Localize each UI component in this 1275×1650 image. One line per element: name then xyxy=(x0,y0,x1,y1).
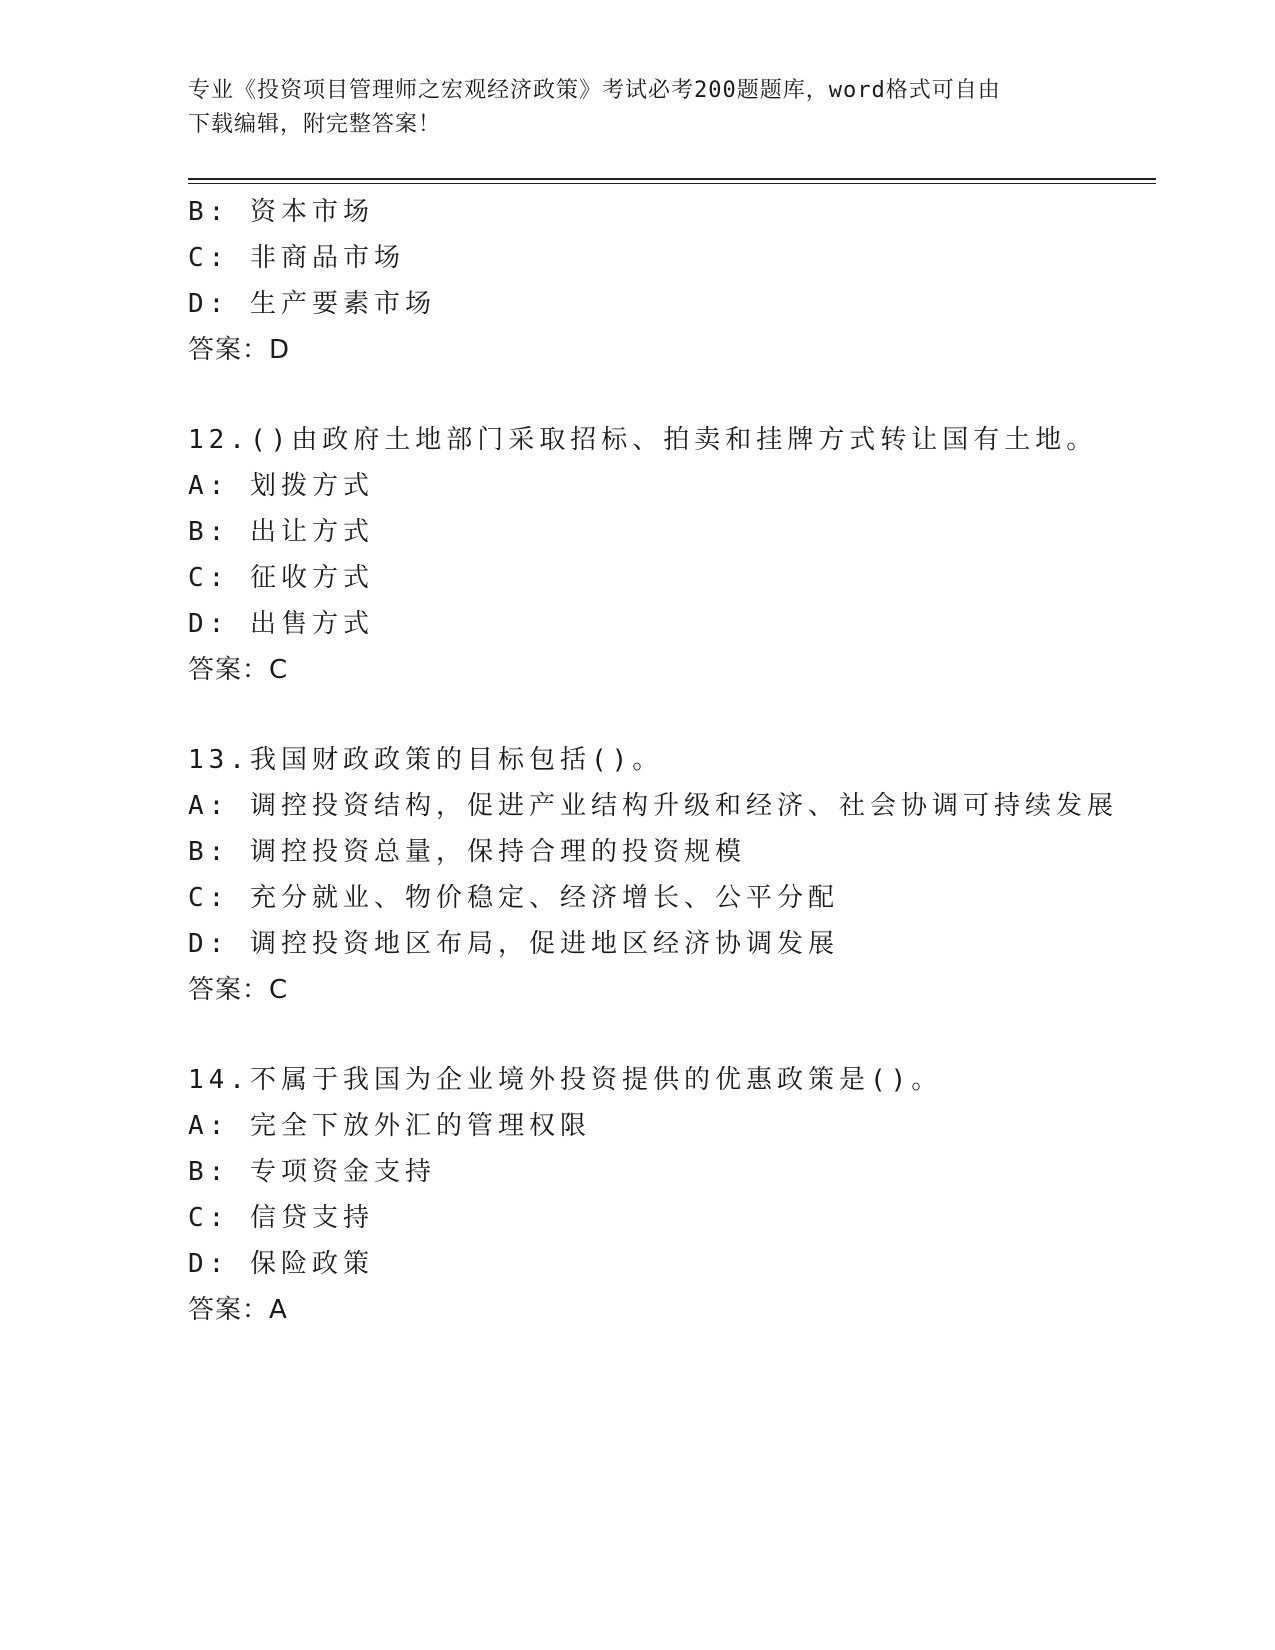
option-b: B: 调控投资总量，保持合理的投资规模 xyxy=(188,837,746,867)
spacer xyxy=(188,373,1156,417)
question-14 xyxy=(188,1057,1156,1333)
option-c: C: 充分就业、物价稳定、经济增长、公平分配 xyxy=(188,883,839,913)
option-d: D: 保险政策 xyxy=(188,1249,374,1279)
answer-line: 答案：A xyxy=(188,1295,288,1325)
option-b: B: 专项资金支持 xyxy=(188,1157,436,1187)
option-b: B: 资本市场 xyxy=(188,197,374,227)
question-13 xyxy=(188,737,1156,1013)
question-stem: 14.不属于我国为企业境外投资提供的优惠政策是()。 xyxy=(188,1065,943,1095)
spacer xyxy=(188,1013,1156,1057)
option-d: D: 出售方式 xyxy=(188,609,374,639)
option-c: C: 非商品市场 xyxy=(188,243,405,273)
question-11 xyxy=(188,189,1156,373)
spacer xyxy=(188,693,1156,737)
answer-line: 答案：D xyxy=(188,335,291,365)
question-stem: 12.()由政府土地部门采取招标、拍卖和挂牌方式转让国有土地。 xyxy=(188,425,1098,455)
option-a: A: 完全下放外汇的管理权限 xyxy=(188,1111,591,1141)
document-header xyxy=(188,74,1068,142)
option-b: B: 出让方式 xyxy=(188,517,374,547)
option-c: C: 信贷支持 xyxy=(188,1203,374,1233)
option-d: D: 调控投资地区布局，促进地区经济协调发展 xyxy=(188,929,839,959)
option-c: C: 征收方式 xyxy=(188,563,374,593)
header-line-1: 专业《投资项目管理师之宏观经济政策》考试必考200题题库，word格式可自由 xyxy=(188,78,1001,103)
option-a: A: 调控投资结构，促进产业结构升级和经济、社会协调可持续发展 xyxy=(188,791,1118,821)
question-stem: 13.我国财政政策的目标包括()。 xyxy=(188,745,664,775)
header-divider xyxy=(188,178,1156,184)
question-12 xyxy=(188,417,1156,693)
answer-line: 答案：C xyxy=(188,655,289,685)
option-d: D: 生产要素市场 xyxy=(188,289,436,319)
answer-line: 答案：C xyxy=(188,975,289,1005)
question-list xyxy=(188,189,1156,1333)
option-a: A: 划拨方式 xyxy=(188,471,374,501)
header-line-2: 下载编辑，附完整答案！ xyxy=(188,112,442,137)
